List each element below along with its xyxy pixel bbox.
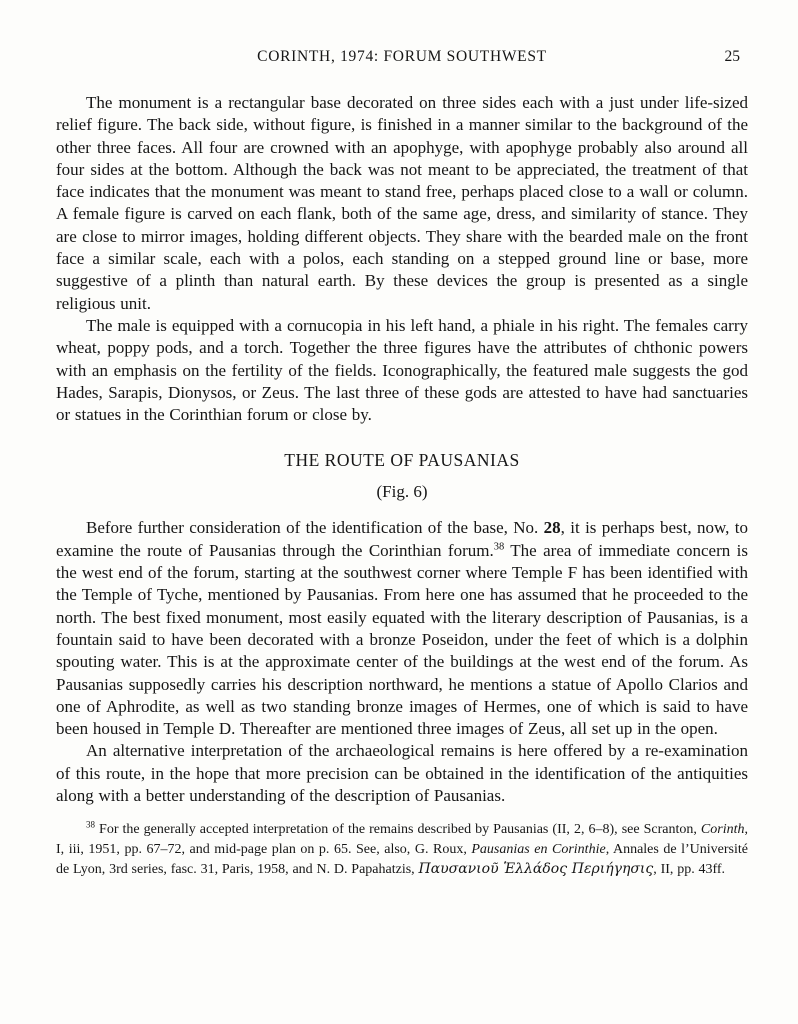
footnote-text: , II, pp. 43ff.: [653, 861, 726, 877]
footnote-number: 38: [86, 819, 95, 830]
paragraph-text: Before further consideration of the identification of the base, No.: [86, 518, 544, 538]
paragraph-pausanias-route: [56, 517, 748, 740]
catalog-number: 28: [543, 518, 561, 538]
paragraph-monument-description: The monument is a rectangular base decorated on three sides each with a just under life-sized relief figure. The back side, without figure, is finished in a manner similar to the background of the other three faces. All four are crowned with an apophyge, with apophyge probably also around all four sides at the bottom. Although the back was not meant to be appreciated, the treatment of that face indicates that the monument was meant to stand free, perhaps placed close to a wall or column. A female figure is carved on each flank, both of the same age, dress, and similarity of stance. They are close to mirror images, holding different objects. They share with the bearded male on the front face a similar scale, each with a polos, each standing on a stepped ground line or base, more suggestive of a plinth than natural earth. By these devices the group is presented as a single religious unit.: [56, 93, 748, 313]
paragraph-text: The area of immediate concern is the west end of the forum, starting at the southwest corner where Temple F has been identified with the Temple of Tyche, mentioned by Pausanias. From here one has assumed that he proceeded to the north. The best fixed monument, most easily equated with the literary description of Pausanias, is a fountain said to have been decorated with a bronze Poseidon, under the feet of which is a dolphin spouting water. This is at the approximate center of the buildings at the west end of the forum. As Pausanias supposedly carries his description northward, he mentions a statue of Apollo Clarios and one of Aphrodite, as well as two standing bronze images of Hermes, one of which is said to have been housed in Temple D. Thereafter are mentioned three images of Zeus, all set up in the open.: [56, 540, 748, 739]
footnote-38: [56, 820, 748, 879]
footnote-text: , I, iii, 1951, pp. 67–72, and mid-page plan on p. 65. See, also, G. Roux,: [56, 822, 748, 857]
footnote-citation-title: Corinth: [700, 822, 745, 838]
footnote-text: , Annales de l’Université de Lyon, 3rd series, fasc. 31, Paris, 1958, and N. D. Papahatzis,: [56, 841, 749, 877]
footnote-greek-title: Παυσανιοῦ Ἑλλάδος Περιήγησις: [418, 860, 654, 877]
page-body: [56, 92, 748, 807]
paragraph-text: , it is perhaps best, now, to examine the route of Pausanias through the Corinthian forum.: [56, 518, 748, 560]
section-heading: THE ROUTE OF PAUSANIAS: [284, 450, 520, 471]
footnote-citation-title: Pausanias en Corinthie: [471, 841, 606, 857]
running-head: CORINTH, 1974: FORUM SOUTHWEST: [257, 48, 547, 65]
footnote-text: For the generally accepted interpretation of the remains described by Pausanias (II, 2, 6–8), see Scranton,: [95, 822, 701, 838]
figure-reference: (Fig. 6): [376, 482, 428, 502]
paragraph-alternative-interpretation: An alternative interpretation of the archaeological remains is here offered by a re-examination of this route, in the hope that more precision can be obtained in the identification of the antiquities along with a better understanding of the description of Pausanias.: [56, 741, 748, 806]
page-header: [56, 48, 748, 66]
footnote-reference-38: 38: [493, 541, 505, 553]
page-number: 25: [724, 48, 740, 65]
paragraph-figure-attributes: The male is equipped with a cornucopia in his left hand, a phiale in his right. The females carry wheat, poppy pods, and a torch. Together the three figures have the attributes of chthonic powers with an emphasis on the fertility of the fields. Iconographically, the featured male suggests the god Hades, Sarapis, Dionysos, or Zeus. The last three of these gods are attested to have had sanctuaries or statues in the Corinthian forum or close by.: [56, 315, 748, 425]
